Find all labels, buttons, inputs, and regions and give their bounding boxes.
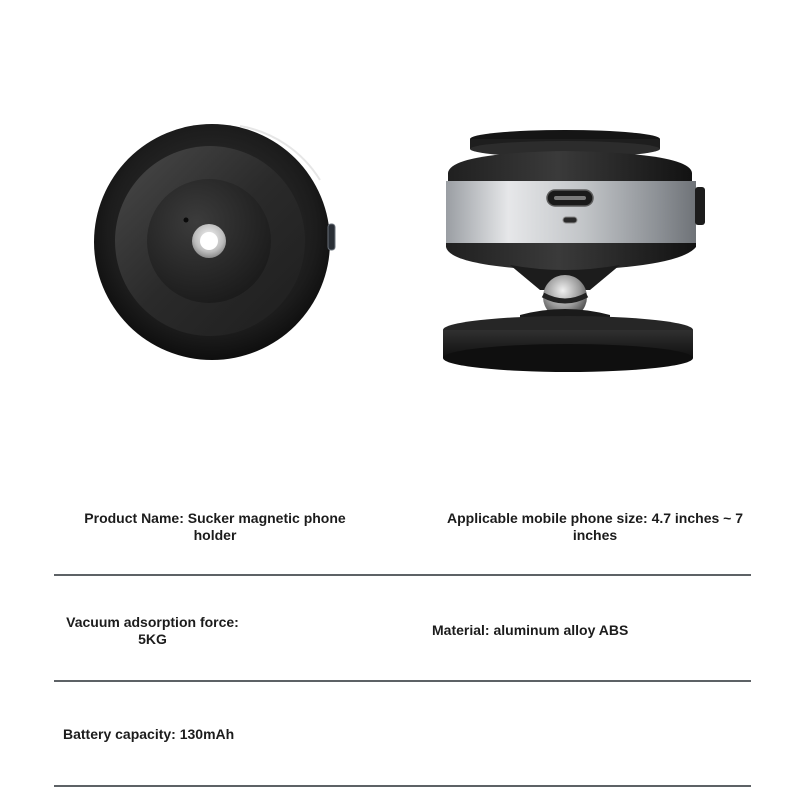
spec-vacuum-force-value: 5KG bbox=[138, 631, 167, 647]
spec-battery: Battery capacity: 130mAh bbox=[63, 726, 235, 742]
side-button bbox=[695, 187, 705, 225]
spec-vacuum-force bbox=[60, 614, 245, 648]
indicator-light bbox=[563, 217, 577, 223]
center-hole bbox=[200, 232, 218, 250]
product-top-view-image bbox=[90, 120, 350, 370]
spec-product-name: Product Name: Sucker magnetic phone holder bbox=[84, 510, 346, 543]
side-button bbox=[328, 224, 335, 250]
spec-material: Material: aluminum alloy ABS bbox=[432, 622, 629, 638]
spec-vacuum-force-label: Vacuum adsorption force: bbox=[66, 614, 239, 630]
indicator-dot bbox=[184, 218, 189, 223]
divider-1 bbox=[54, 574, 751, 576]
spec-phone-size: Applicable mobile phone size: 4.7 inches ~ 7 inches bbox=[446, 510, 744, 543]
product-side-view-image bbox=[440, 125, 710, 380]
divider-2 bbox=[54, 680, 751, 682]
divider-3 bbox=[54, 785, 751, 787]
